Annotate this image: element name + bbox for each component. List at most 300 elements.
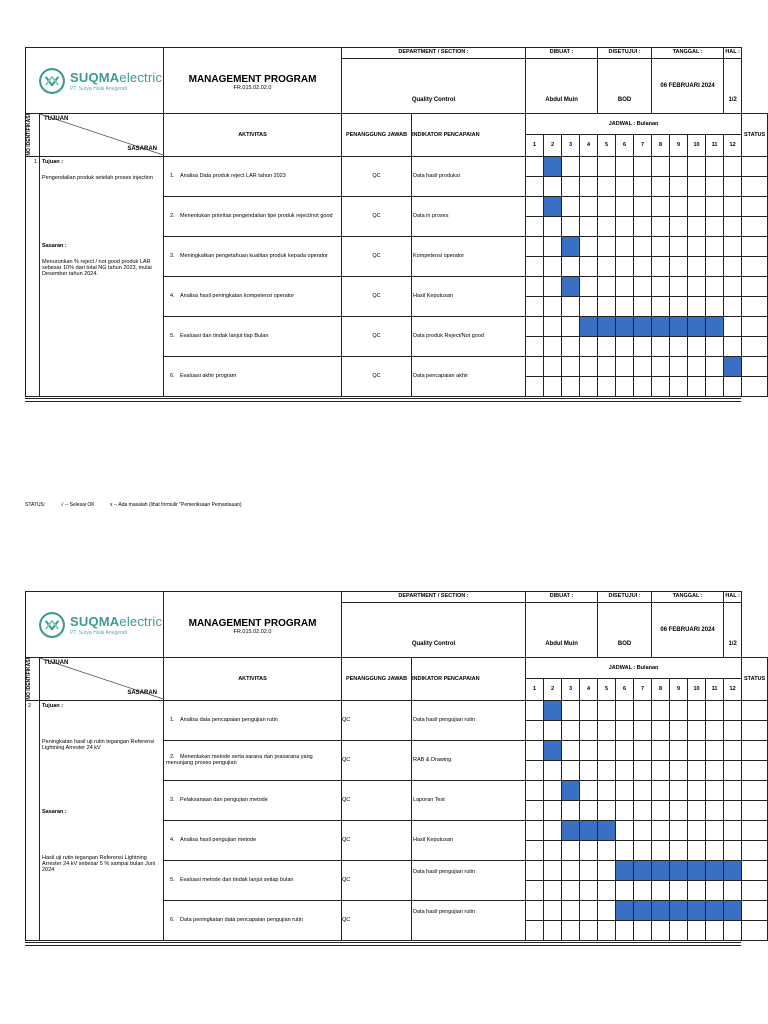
schedule-cell-row4-month8: [652, 820, 670, 840]
schedule-cell-row3-month1: [526, 256, 544, 276]
month-header-2: 2: [544, 134, 562, 156]
status-cell-6[interactable]: [742, 356, 768, 376]
month-header-6: 6: [616, 678, 634, 700]
month-header-8: 8: [652, 678, 670, 700]
company-name: SUQMAelectric: [70, 69, 163, 85]
status-header: STATUS: [742, 658, 768, 701]
activity-4: 4. Analisa hasil peningkatan kompetensi operator: [164, 276, 342, 316]
month-header-10: 10: [688, 678, 706, 700]
logo-cell: [26, 48, 164, 114]
schedule-cell-row4-month2: [544, 276, 562, 296]
month-header-10: 10: [688, 134, 706, 156]
schedule-cell-row4-month10: [688, 820, 706, 840]
indikator-3: Kompetensi operator: [412, 236, 526, 276]
schedule-cell-row2-month10: [688, 216, 706, 236]
schedule-cell-row1-month8: [652, 156, 670, 176]
schedule-cell-row1-month5: [598, 700, 616, 720]
status-cell-1[interactable]: [742, 700, 768, 720]
schedule-cell-row6-month10: [688, 900, 706, 920]
disetujui-value: BOD: [598, 59, 652, 114]
schedule-cell-row5-month7: [634, 316, 652, 336]
status-cell-2[interactable]: [742, 760, 768, 780]
schedule-cell-row3-month12: [724, 236, 742, 256]
hal-value: 1/2: [724, 603, 742, 658]
schedule-cell-row6-month7: [634, 356, 652, 376]
schedule-cell-row6-month1: [526, 356, 544, 376]
schedule-cell-row1-month7: [634, 176, 652, 196]
schedule-cell-row2-month6: [616, 216, 634, 236]
tujuan-text: Pengendalian produk setelah proses injection: [42, 174, 153, 181]
status-cell-1[interactable]: [742, 156, 768, 176]
status-cell-3[interactable]: [742, 236, 768, 256]
status-cell-1[interactable]: [742, 176, 768, 196]
status-cell-2[interactable]: [742, 740, 768, 760]
month-header-2: 2: [544, 678, 562, 700]
status-cell-5[interactable]: [742, 316, 768, 336]
status-cell-4[interactable]: [742, 820, 768, 840]
indikator-6: Data hasil pengujian rutin: [412, 900, 526, 940]
schedule-cell-row1-month1: [526, 176, 544, 196]
schedule-cell-row5-month10: [688, 316, 706, 336]
schedule-cell-row5-month2: [544, 860, 562, 880]
program-title: MANAGEMENT PROGRAM: [188, 74, 317, 85]
schedule-cell-row2-month8: [652, 196, 670, 216]
penanggung-jawab-6: QC: [342, 900, 412, 940]
program-title: MANAGEMENT PROGRAM: [188, 618, 317, 629]
schedule-cell-row2-month6: [616, 196, 634, 216]
schedule-cell-row5-month5: [598, 336, 616, 356]
schedule-cell-row6-month12: [724, 356, 742, 376]
schedule-cell-row3-month9: [670, 256, 688, 276]
schedule-cell-row2-month1: [526, 740, 544, 760]
tujuan-header: TUJUAN: [44, 660, 69, 667]
schedule-cell-row1-month4: [580, 156, 598, 176]
schedule-cell-row3-month3: [562, 236, 580, 256]
schedule-cell-row3-month12: [724, 800, 742, 820]
schedule-cell-row3-month11: [706, 236, 724, 256]
status-legend-problem: x -- Ada masalah (lihat formulir "Pemeriksaan Pemantauan): [110, 502, 242, 508]
jadwal-header: JADWAL : Bulanan: [526, 658, 742, 679]
schedule-cell-row6-month2: [544, 920, 562, 940]
program-table: [25, 47, 768, 397]
schedule-cell-row2-month11: [706, 740, 724, 760]
jadwal-header: JADWAL : Bulanan: [526, 114, 742, 135]
schedule-cell-row2-month12: [724, 760, 742, 780]
schedule-cell-row3-month10: [688, 800, 706, 820]
tujuan-text: Peningkatan hasil uji rutin tegangan Referensi Lightning Arrester 24 kV: [42, 738, 155, 751]
month-header-5: 5: [598, 678, 616, 700]
activity-6: 6. Data peningkatan data pencapaian pengujian rutin: [164, 900, 342, 940]
month-header-7: 7: [634, 678, 652, 700]
schedule-cell-row5-month9: [670, 336, 688, 356]
schedule-cell-row5-month2: [544, 336, 562, 356]
schedule-cell-row5-month2: [544, 316, 562, 336]
schedule-cell-row4-month9: [670, 820, 688, 840]
status-header: STATUS: [742, 114, 768, 157]
schedule-cell-row2-month2: [544, 216, 562, 236]
schedule-cell-row3-month4: [580, 780, 598, 800]
schedule-cell-row5-month9: [670, 316, 688, 336]
indikator-2: RAB & Drawing: [412, 740, 526, 780]
schedule-cell-row6-month8: [652, 900, 670, 920]
schedule-cell-row6-month3: [562, 376, 580, 396]
schedule-cell-row6-month11: [706, 920, 724, 940]
status-cell-6[interactable]: [742, 900, 768, 920]
status-cell-5[interactable]: [742, 880, 768, 900]
schedule-cell-row6-month9: [670, 356, 688, 376]
schedule-cell-row2-month9: [670, 760, 688, 780]
status-cell-6[interactable]: [742, 920, 768, 940]
schedule-cell-row3-month11: [706, 256, 724, 276]
aktivitas-header: AKTIVITAS: [164, 114, 342, 157]
bottom-double-line: [25, 942, 741, 946]
logo-cell: [26, 592, 164, 658]
schedule-cell-row2-month7: [634, 760, 652, 780]
schedule-cell-row3-month3: [562, 256, 580, 276]
schedule-cell-row4-month1: [526, 820, 544, 840]
schedule-cell-row5-month11: [706, 336, 724, 356]
schedule-cell-row4-month8: [652, 296, 670, 316]
schedule-cell-row6-month9: [670, 920, 688, 940]
department-label: DEPARTMENT / SECTION :: [342, 592, 526, 603]
schedule-cell-row1-month3: [562, 176, 580, 196]
department-value: Quality Control: [342, 603, 526, 658]
schedule-cell-row5-month4: [580, 316, 598, 336]
indikator-1: Data hasil produksi: [412, 156, 526, 196]
schedule-cell-row4-month6: [616, 296, 634, 316]
schedule-cell-row3-month8: [652, 236, 670, 256]
status-cell-6[interactable]: [742, 376, 768, 396]
department-value: Quality Control: [342, 59, 526, 114]
schedule-cell-row1-month11: [706, 720, 724, 740]
schedule-cell-row4-month3: [562, 840, 580, 860]
schedule-cell-row6-month1: [526, 900, 544, 920]
schedule-cell-row4-month7: [634, 296, 652, 316]
schedule-cell-row6-month5: [598, 356, 616, 376]
schedule-cell-row1-month5: [598, 156, 616, 176]
schedule-cell-row3-month11: [706, 800, 724, 820]
schedule-cell-row4-month10: [688, 840, 706, 860]
schedule-cell-row3-month1: [526, 800, 544, 820]
schedule-cell-row5-month5: [598, 316, 616, 336]
schedule-cell-row5-month7: [634, 860, 652, 880]
schedule-cell-row4-month1: [526, 276, 544, 296]
schedule-cell-row1-month2: [544, 700, 562, 720]
schedule-cell-row2-month10: [688, 740, 706, 760]
form-number: FR.015.02.02.0: [233, 85, 272, 91]
schedule-cell-row5-month9: [670, 880, 688, 900]
schedule-cell-row6-month6: [616, 920, 634, 940]
schedule-cell-row1-month12: [724, 720, 742, 740]
schedule-cell-row5-month3: [562, 860, 580, 880]
month-header-11: 11: [706, 134, 724, 156]
schedule-cell-row2-month3: [562, 740, 580, 760]
schedule-cell-row5-month6: [616, 336, 634, 356]
schedule-cell-row5-month1: [526, 880, 544, 900]
schedule-cell-row1-month2: [544, 720, 562, 740]
schedule-cell-row4-month12: [724, 820, 742, 840]
schedule-cell-row6-month11: [706, 900, 724, 920]
indikator-5: Data produk Reject/Not good: [412, 316, 526, 356]
schedule-cell-row3-month2: [544, 780, 562, 800]
month-header-1: 1: [526, 678, 544, 700]
schedule-cell-row3-month9: [670, 236, 688, 256]
activity-3: 3. Meningkatkan pengetahuan kualitas produk kepada operator: [164, 236, 342, 276]
schedule-cell-row4-month9: [670, 296, 688, 316]
status-legend: [25, 502, 256, 508]
schedule-cell-row3-month8: [652, 800, 670, 820]
schedule-cell-row6-month2: [544, 356, 562, 376]
schedule-cell-row1-month10: [688, 720, 706, 740]
schedule-cell-row1-month3: [562, 720, 580, 740]
schedule-cell-row5-month8: [652, 336, 670, 356]
schedule-cell-row2-month10: [688, 196, 706, 216]
sasaran-header: SASARAN: [127, 146, 158, 153]
schedule-cell-row5-month12: [724, 880, 742, 900]
schedule-cell-row6-month6: [616, 376, 634, 396]
schedule-cell-row5-month8: [652, 316, 670, 336]
penanggung-jawab-2: QC: [342, 196, 412, 236]
hal-label: HAL :: [724, 592, 742, 603]
schedule-cell-row4-month4: [580, 296, 598, 316]
schedule-cell-row3-month2: [544, 256, 562, 276]
schedule-cell-row2-month2: [544, 740, 562, 760]
penanggung-jawab-3: QC: [342, 236, 412, 276]
status-cell-1[interactable]: [742, 720, 768, 740]
status-legend-ok: √ -- Selesai OK: [60, 502, 95, 508]
schedule-cell-row4-month8: [652, 276, 670, 296]
schedule-cell-row4-month7: [634, 820, 652, 840]
schedule-cell-row6-month4: [580, 920, 598, 940]
month-header-11: 11: [706, 678, 724, 700]
schedule-cell-row1-month8: [652, 176, 670, 196]
schedule-cell-row1-month2: [544, 176, 562, 196]
schedule-cell-row6-month9: [670, 900, 688, 920]
schedule-cell-row1-month4: [580, 700, 598, 720]
schedule-cell-row2-month2: [544, 196, 562, 216]
schedule-cell-row3-month7: [634, 800, 652, 820]
month-header-9: 9: [670, 134, 688, 156]
month-header-1: 1: [526, 134, 544, 156]
schedule-cell-row5-month4: [580, 336, 598, 356]
company-subtitle: PT. Surya Hulia Anugerah: [70, 629, 128, 636]
schedule-cell-row4-month3: [562, 276, 580, 296]
indikator-1: Data hasil pengujian rutin: [412, 700, 526, 740]
program-title-cell: [164, 48, 342, 114]
no-identifikasi: 1: [26, 156, 40, 396]
schedule-cell-row2-month9: [670, 740, 688, 760]
status-cell-4[interactable]: [742, 296, 768, 316]
schedule-cell-row4-month4: [580, 276, 598, 296]
schedule-cell-row4-month3: [562, 820, 580, 840]
schedule-cell-row6-month4: [580, 356, 598, 376]
tujuan-sasaran-cell: [40, 700, 164, 940]
schedule-cell-row2-month12: [724, 740, 742, 760]
schedule-cell-row2-month7: [634, 196, 652, 216]
schedule-cell-row4-month3: [562, 296, 580, 316]
company-logo: [26, 67, 163, 95]
schedule-cell-row5-month11: [706, 880, 724, 900]
month-header-12: 12: [724, 134, 742, 156]
schedule-cell-row5-month3: [562, 316, 580, 336]
schedule-cell-row2-month4: [580, 196, 598, 216]
penanggung-jawab-3: QC: [342, 780, 412, 820]
form-number: FR.015.02.02.0: [233, 629, 272, 635]
schedule-cell-row2-month9: [670, 216, 688, 236]
indikator-header: INDIKATOR PENCAPAIAN: [412, 114, 526, 157]
schedule-cell-row6-month10: [688, 376, 706, 396]
disetujui-label: DISETUJUI :: [598, 592, 652, 603]
schedule-cell-row6-month11: [706, 356, 724, 376]
schedule-cell-row2-month10: [688, 760, 706, 780]
schedule-cell-row3-month6: [616, 800, 634, 820]
schedule-cell-row3-month9: [670, 780, 688, 800]
activity-5: 5. Evaluasi metode dan tindak lanjut setiap bulan: [164, 860, 342, 900]
schedule-cell-row3-month8: [652, 256, 670, 276]
schedule-cell-row3-month10: [688, 780, 706, 800]
activity-1: 1. Analisa data pencapaian pengujian rutin: [164, 700, 342, 740]
schedule-cell-row3-month5: [598, 256, 616, 276]
schedule-cell-row2-month8: [652, 216, 670, 236]
schedule-cell-row4-month12: [724, 296, 742, 316]
schedule-cell-row4-month7: [634, 840, 652, 860]
penanggung-jawab-header: PENANGGUNG JAWAB: [342, 658, 412, 701]
schedule-cell-row6-month9: [670, 376, 688, 396]
no-identifikasi: 2: [26, 700, 40, 940]
schedule-cell-row5-month3: [562, 880, 580, 900]
activity-2: 2. Menentukan metode serta sarana dan prasarana yang menunjang proses pengujian: [164, 740, 342, 780]
no-identifikasi-header: NO IDENTIFIKASI: [26, 658, 40, 701]
dibuat-label: DIBUAT :: [526, 48, 598, 59]
status-cell-4[interactable]: [742, 840, 768, 860]
schedule-cell-row5-month4: [580, 860, 598, 880]
schedule-cell-row2-month9: [670, 196, 688, 216]
schedule-cell-row4-month4: [580, 820, 598, 840]
tanggal-label: TANGGAL :: [652, 48, 724, 59]
schedule-cell-row5-month12: [724, 316, 742, 336]
schedule-cell-row6-month7: [634, 900, 652, 920]
tanggal-value: 06 FEBRUARI 2024: [652, 59, 724, 114]
schedule-cell-row6-month8: [652, 356, 670, 376]
management-program-sheet-1: [25, 47, 766, 397]
status-cell-3[interactable]: [742, 256, 768, 276]
schedule-cell-row5-month10: [688, 336, 706, 356]
schedule-cell-row1-month6: [616, 700, 634, 720]
schedule-cell-row4-month9: [670, 276, 688, 296]
schedule-cell-row5-month5: [598, 880, 616, 900]
schedule-cell-row4-month1: [526, 296, 544, 316]
schedule-cell-row2-month4: [580, 216, 598, 236]
schedule-cell-row5-month7: [634, 880, 652, 900]
schedule-cell-row5-month6: [616, 880, 634, 900]
schedule-cell-row5-month1: [526, 860, 544, 880]
schedule-cell-row5-month1: [526, 316, 544, 336]
sasaran-text: Menurunkan % reject / not good produk LAR sebesar 10% dari total NG tahun 2023, mulai Desember tahun 2024.: [42, 258, 152, 277]
schedule-cell-row2-month11: [706, 216, 724, 236]
schedule-cell-row2-month7: [634, 216, 652, 236]
schedule-cell-row2-month6: [616, 760, 634, 780]
schedule-cell-row1-month12: [724, 176, 742, 196]
schedule-cell-row2-month1: [526, 760, 544, 780]
schedule-cell-row6-month5: [598, 376, 616, 396]
schedule-cell-row3-month2: [544, 800, 562, 820]
status-legend-label: STATUS:: [25, 502, 46, 508]
indikator-2: Data in proses: [412, 196, 526, 236]
company-logo: [26, 611, 163, 639]
schedule-cell-row5-month1: [526, 336, 544, 356]
schedule-cell-row1-month3: [562, 700, 580, 720]
schedule-cell-row5-month5: [598, 860, 616, 880]
indikator-4: Hasil Keputusan: [412, 820, 526, 860]
schedule-cell-row4-month1: [526, 840, 544, 860]
status-cell-2[interactable]: [742, 216, 768, 236]
management-program-sheet-2: [25, 591, 766, 941]
schedule-cell-row2-month5: [598, 740, 616, 760]
program-table: [25, 591, 768, 941]
penanggung-jawab-4: QC: [342, 276, 412, 316]
schedule-cell-row5-month3: [562, 336, 580, 356]
schedule-cell-row3-month6: [616, 256, 634, 276]
schedule-cell-row2-month6: [616, 740, 634, 760]
schedule-cell-row1-month6: [616, 720, 634, 740]
department-label: DEPARTMENT / SECTION :: [342, 48, 526, 59]
schedule-cell-row4-month10: [688, 296, 706, 316]
schedule-cell-row2-month5: [598, 760, 616, 780]
schedule-cell-row3-month7: [634, 236, 652, 256]
schedule-cell-row1-month12: [724, 156, 742, 176]
schedule-cell-row5-month6: [616, 316, 634, 336]
status-cell-5[interactable]: [742, 860, 768, 880]
schedule-cell-row1-month9: [670, 700, 688, 720]
schedule-cell-row3-month12: [724, 256, 742, 276]
schedule-cell-row4-month12: [724, 276, 742, 296]
schedule-cell-row1-month8: [652, 720, 670, 740]
status-cell-2[interactable]: [742, 196, 768, 216]
status-cell-5[interactable]: [742, 336, 768, 356]
schedule-cell-row4-month5: [598, 296, 616, 316]
schedule-cell-row3-month1: [526, 236, 544, 256]
company-name: SUQMAelectric: [70, 613, 163, 629]
schedule-cell-row4-month12: [724, 840, 742, 860]
schedule-cell-row4-month5: [598, 820, 616, 840]
schedule-cell-row5-month8: [652, 860, 670, 880]
schedule-cell-row6-month7: [634, 920, 652, 940]
schedule-cell-row4-month5: [598, 276, 616, 296]
penanggung-jawab-5: QC: [342, 316, 412, 356]
status-cell-3[interactable]: [742, 800, 768, 820]
status-cell-3[interactable]: [742, 780, 768, 800]
tujuan-sasaran-header: [40, 114, 164, 157]
schedule-cell-row6-month10: [688, 920, 706, 940]
schedule-cell-row3-month4: [580, 236, 598, 256]
month-header-3: 3: [562, 678, 580, 700]
disetujui-label: DISETUJUI :: [598, 48, 652, 59]
tujuan-label: Tujuan :: [42, 158, 63, 165]
schedule-cell-row3-month11: [706, 780, 724, 800]
sasaran-text: Hasil uji rutin tegangan Referensi Lightning Arrester 24 kV sebesar 5 % sampai bulan Juni 2024: [42, 854, 156, 873]
hal-value: 1/2: [724, 59, 742, 114]
penanggung-jawab-6: QC: [342, 356, 412, 396]
month-header-7: 7: [634, 134, 652, 156]
dibuat-value: Abdul Muin: [526, 603, 598, 658]
schedule-cell-row2-month7: [634, 740, 652, 760]
schedule-cell-row5-month10: [688, 860, 706, 880]
status-cell-4[interactable]: [742, 276, 768, 296]
schedule-cell-row1-month11: [706, 156, 724, 176]
schedule-cell-row6-month12: [724, 376, 742, 396]
schedule-cell-row6-month12: [724, 920, 742, 940]
month-header-12: 12: [724, 678, 742, 700]
